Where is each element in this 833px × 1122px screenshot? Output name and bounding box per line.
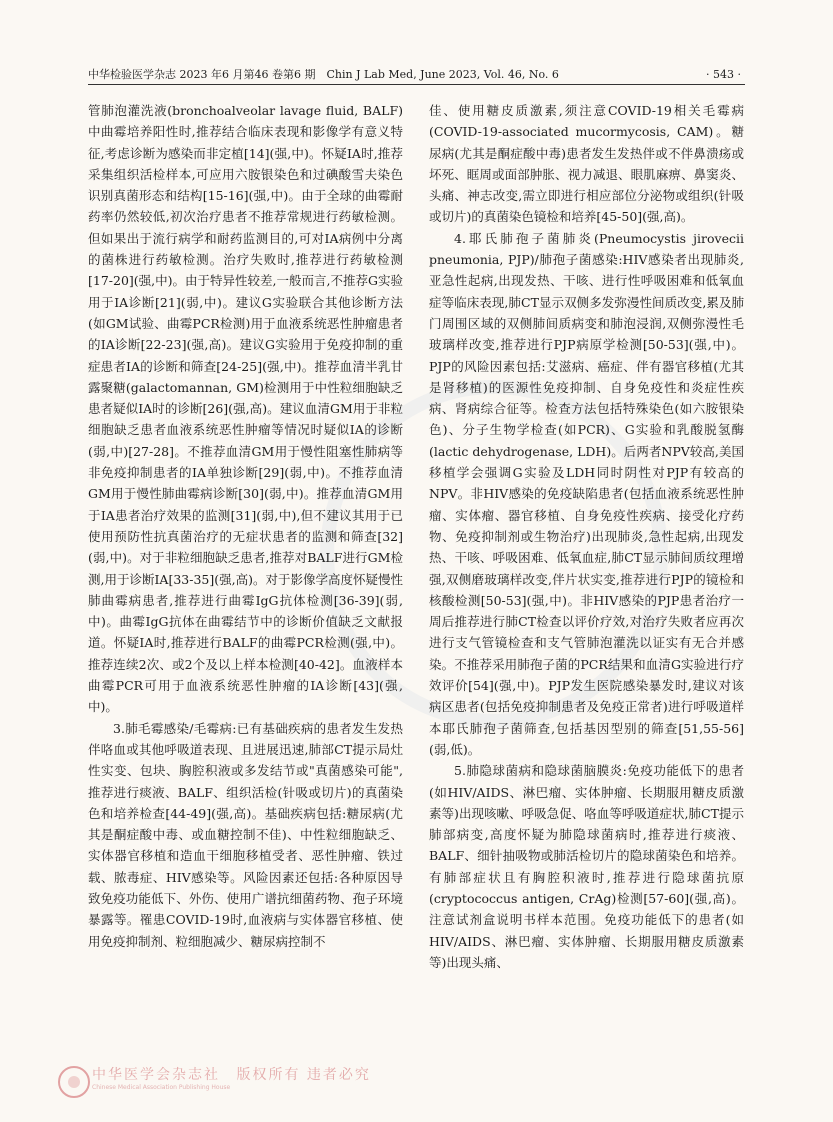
journal-citation: 中华检验医学杂志 2023 年6 月第46 卷第6 期 Chin J Lab Med, June 2023, Vol. 46, No. 6	[88, 68, 559, 81]
paragraph-cam: 佳、使用糖皮质激素,须注意COVID-19相关毛霉病(COVID-19-associated mucormycosis, CAM)。糖尿病(尤其是酮症酸中毒)患者发生发热伴或不伴鼻溃疡或坏死、眶周或面部肿胀、视力减退、眼肌麻痹、鼻窦炎、头痛、神志改变,需立即进行相应部位分泌物或组织(针吸或切片)的真菌染色镜检和培养[45-50](强,高)。	[429, 103, 744, 225]
publisher-name: 中华医学会杂志社	[92, 1067, 220, 1083]
left-column	[88, 100, 403, 952]
paragraph-mucormycosis: 3.肺毛霉感染/毛霉病:已有基础疾病的患者发生发热伴咯血或其他呼吸道表现、且进展迅速,肺部CT提示局灶性实变、包块、胸腔积液或多发结节或"真菌感染可能",推荐进行痰液、BALF、组织活检(针吸或切片)的真菌染色和培养检查[44-49](强,高)。基础疾病包括:糖尿病(尤其是酮症酸中毒、或血糖控制不佳)、中性粒细胞缺乏、实体器官移植和造血干细胞移植受者、恶性肿瘤、铁过载、脓毒症、HIV感染等。风险因素还包括:各种原因导致免疫功能低下、外伤、使用广谱抗细菌药物、孢子环境暴露等。罹患COVID-19时,血液病与实体器官移植、使用免疫抑制剂、粒细胞减少、糖尿病控制不	[88, 720, 403, 949]
publisher-seal-icon	[58, 1066, 90, 1098]
running-header	[88, 66, 745, 85]
right-column	[429, 100, 744, 973]
paragraph-aspergillosis: 管肺泡灌洗液(bronchoalveolar lavage fluid, BALF)中曲霉培养阳性时,推荐结合临床表现和影像学有意义特征,考虑诊断为感染而非定植[14](强,中)。怀疑IA时,推荐采集组织活检样本,可应用六胺银染色和过碘酸雪夫染色识别真菌形态和结构[15-16](强,中)。由于全球的曲霉耐药率仍然较低,初次治疗患者不推荐常规进行药敏检测。但如果出于流行病学和耐药监测目的,可对IA病例中分离的菌株进行药敏检测。治疗失败时,推荐进行药敏检测[17-20](强,中)。由于特异性较差,一般而言,不推荐G实验用于IA诊断[21](弱,中)。建议G实验联合其他诊断方法(如GM试验、曲霉PCR检测)用于血液系统恶性肿瘤患者的IA诊断[22-23](强,高)。建议G实验用于免疫抑制的重症患者IA的诊断和筛查[24-25](强,中)。推荐血清半乳甘露聚糖(galactomannan, GM)检测用于中性粒细胞缺乏患者疑似IA时的诊断[26](强,高)。建议血清GM用于非粒细胞缺乏患者血液系统恶性肿瘤等情况时疑似IA的诊断(弱,中)[27-28]。不推荐血清GM用于慢性阻塞性肺病等非免疫抑制患者的IA单独诊断[29](弱,中)。不推荐血清GM用于慢性肺曲霉病诊断[30](弱,中)。推荐血清GM用于IA患者治疗效果的监测[31](弱,中),但不建议其用于已使用预防性抗真菌治疗的无症状患者的监测和筛查[32](弱,中)。对于非粒细胞缺乏患者,推荐对BALF进行GM检测,用于诊断IA[33-35](强,高)。对于影像学高度怀疑慢性肺曲霉病患者,推荐进行曲霉IgG抗体检测[36-39](弱,中)。曲霉IgG抗体在曲霉结节中的诊断价值缺乏文献报道。怀疑IA时,推荐进行BALF的曲霉PCR检测(强,中)。推荐连续2次、或2个及以上样本检测[40-42]。血液样本曲霉PCR可用于血液系统恶性肿瘤的IA诊断[43](强,中)。	[88, 103, 403, 715]
paragraph-cryptococcus: 5.肺隐球菌病和隐球菌脑膜炎:免疫功能低下的患者(如HIV/AIDS、淋巴瘤、实体肿瘤、长期服用糖皮质激素等)出现咳嗽、呼吸急促、咯血等呼吸道症状,肺CT提示肺部病变,高度怀疑为肺隐球菌病时,推荐进行痰液、BALF、细针抽吸物或肺活检切片的隐球菌染色和培养。有肺部症状且有胸腔积液时,推荐进行隐球菌抗原(cryptococcus antigen, CrAg)检测[57-60](强,高)。注意试剂盒说明书样本范围。免疫功能低下的患者(如HIV/AIDS、淋巴瘤、实体肿瘤、长期服用糖皮质激素等)出现头痛、	[429, 763, 744, 970]
copyright-watermark: 版权所有 违者必究	[236, 1067, 371, 1083]
publisher-logo	[58, 1062, 371, 1102]
paragraph-pjp: 4.耶氏肺孢子菌肺炎(Pneumocystis jirovecii pneumonia, PJP)/肺孢子菌感染:HIV感染者出现肺炎,亚急性起病,出现发热、干咳、进行性呼吸困难和低氧血症等临床表现,肺CT显示双侧多发弥漫性间质改变,累及肺门周围区域的双侧肺间质病变和肺泡浸润,双侧弥漫性毛玻璃样改变,推荐进行PJP病原学检测[50-53](强,中)。PJP的风险因素包括:艾滋病、癌症、伴有器官移植(尤其是肾移植)的医源性免疫抑制、自身免疫性和炎症性疾病、肾病综合征等。检查方法包括特殊染色(如六胺银染色)、分子生物学检查(如PCR)、G实验和乳酸脱氢酶(lactic dehydrogenase, LDH)。后两者NPV较高,美国移植学会强调G实验及LDH同时阴性对PJP有较高的NPV。非HIV感染的免疫缺陷患者(包括血液系统恶性肿瘤、实体瘤、器官移植、自身免疫性疾病、接受化疗药物、免疫抑制剂或生物治疗)出现肺炎,急性起病,出现发热、干咳、呼吸困难、低氧血症,肺CT显示肺间质纹理增强,双侧磨玻璃样改变,伴片状实变,推荐进行PJP的镜检和核酸检测[50-53](强,中)。非HIV感染的PJP患者治疗一周后推荐进行肺CT检查以评价疗效,对治疗失败者应再次进行支气管镜检查和支气管肺泡灌洗以证实有无合并感染。不推荐采用肺孢子菌的PCR结果和血清G实验进行疗效评价[54](强,中)。PJP发生医院感染暴发时,建议对该病区患者(包括免疫抑制患者及免疫正常者)进行呼吸道样本耶氏肺孢子菌筛查,包括基因型别的筛查[51,55-56](弱,低)。	[429, 230, 744, 757]
publisher-english: Chinese Medical Association Publishing House	[92, 1084, 231, 1091]
page-number: · 543 ·	[706, 68, 741, 81]
